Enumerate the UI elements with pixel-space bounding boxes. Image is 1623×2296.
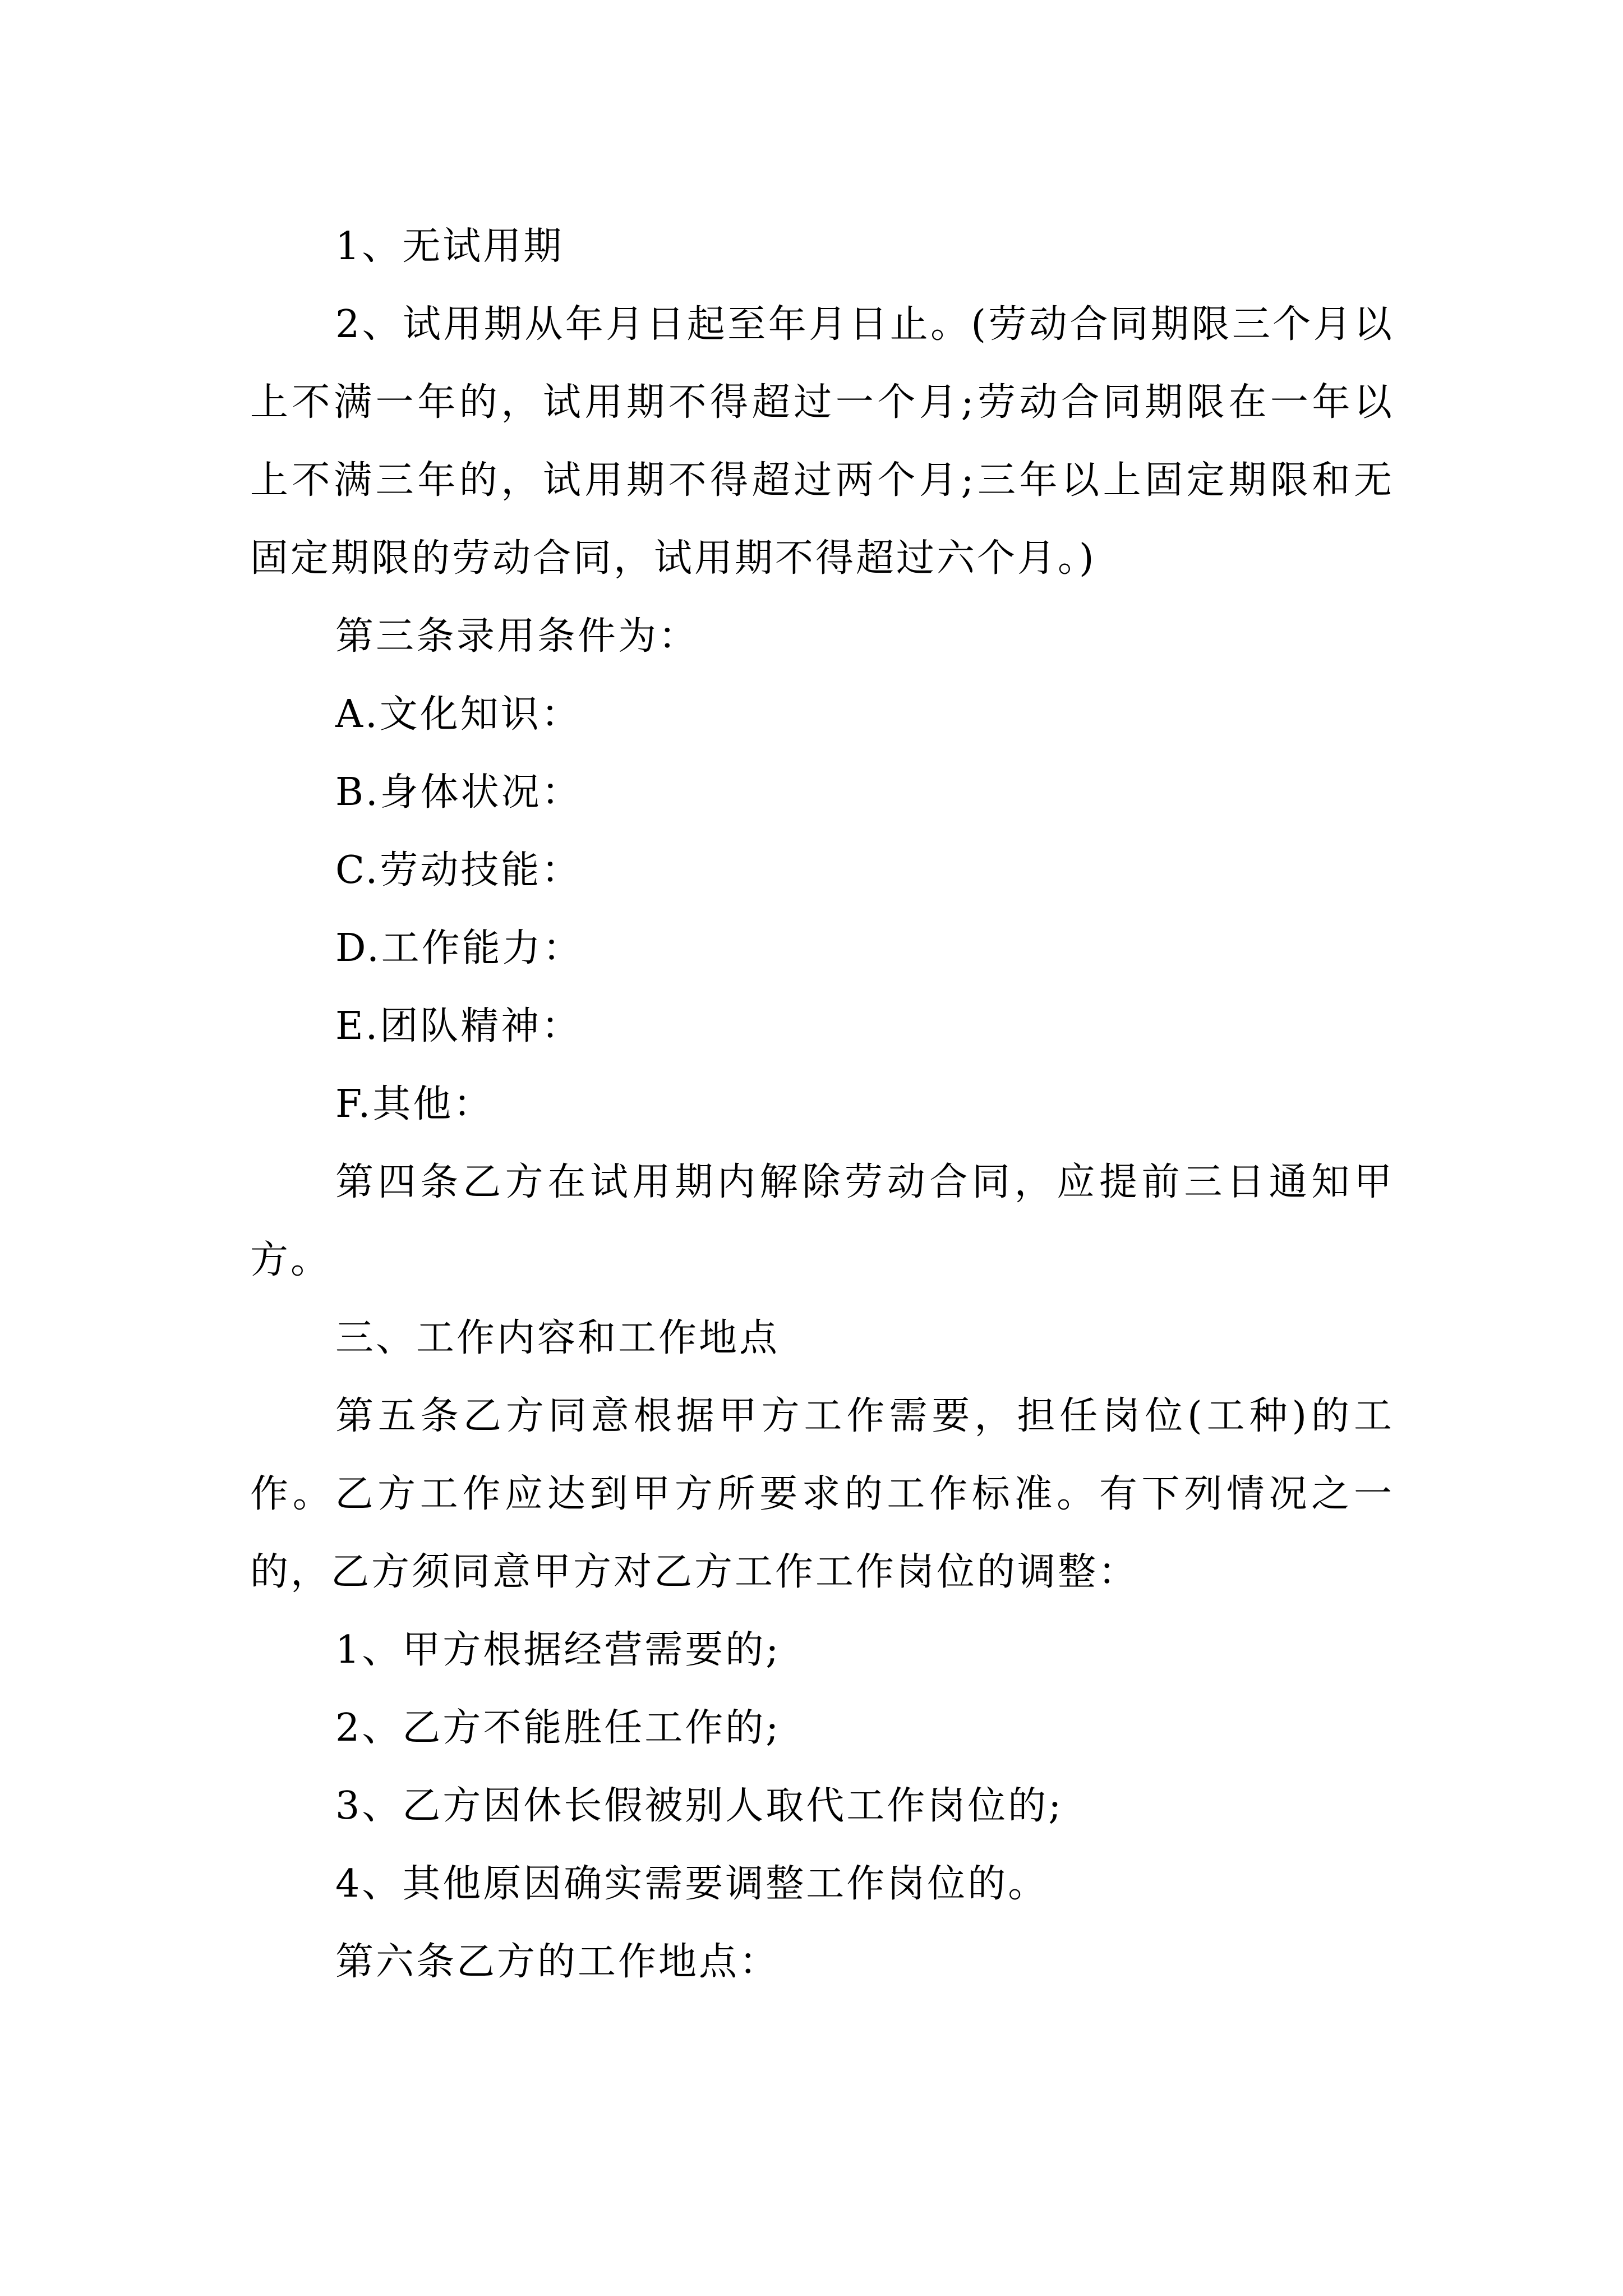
paragraph-article-5: 第五条乙方同意根据甲方工作需要，担任岗位(工种)的工作。乙方工作应达到甲方所要求的工作标准。有下列情况之一的，乙方须同意甲方对乙方工作工作岗位的调整： [250,1394,1394,1594]
paragraph-article-6: 第六条乙方的工作地点： [335,1940,780,1984]
paragraph-condition-b: B.身体状况： [335,770,582,815]
section-heading-3: 三、工作内容和工作地点 [335,1316,780,1360]
paragraph-condition-c: C.劳动技能： [335,848,582,892]
paragraph-condition-f: F.其他： [335,1082,494,1126]
paragraph-trial-none: 1、无试用期 [335,224,564,269]
paragraph-condition-a: A.文化知识： [335,692,582,737]
paragraph-article-3-heading: 第三条录用条件为： [335,614,699,659]
paragraph-article-4: 第四条乙方在试用期内解除劳动合同，应提前三日通知甲方。 [250,1160,1394,1282]
paragraph-adjust-2: 2、乙方不能胜任工作的; [335,1706,781,1750]
paragraph-adjust-1: 1、甲方根据经营需要的; [335,1628,781,1672]
paragraph-adjust-4: 4、其他原因确实需要调整工作岗位的。 [335,1862,1049,1906]
document-body [250,208,1394,2001]
paragraph-adjust-3: 3、乙方因休长假被别人取代工作岗位的; [335,1784,1064,1828]
paragraph-condition-e: E.团队精神： [335,1004,582,1048]
paragraph-condition-d: D.工作能力： [335,926,583,970]
paragraph-trial-period: 2、试用期从年月日起至年月日止。(劳动合同期限三个月以上不满一年的，试用期不得超过一个月;劳动合同期限在一年以上不满三年的，试用期不得超过两个月;三年以上固定期限和无固定期限的劳动合同，试用期不得超过六个月。) [250,302,1394,581]
